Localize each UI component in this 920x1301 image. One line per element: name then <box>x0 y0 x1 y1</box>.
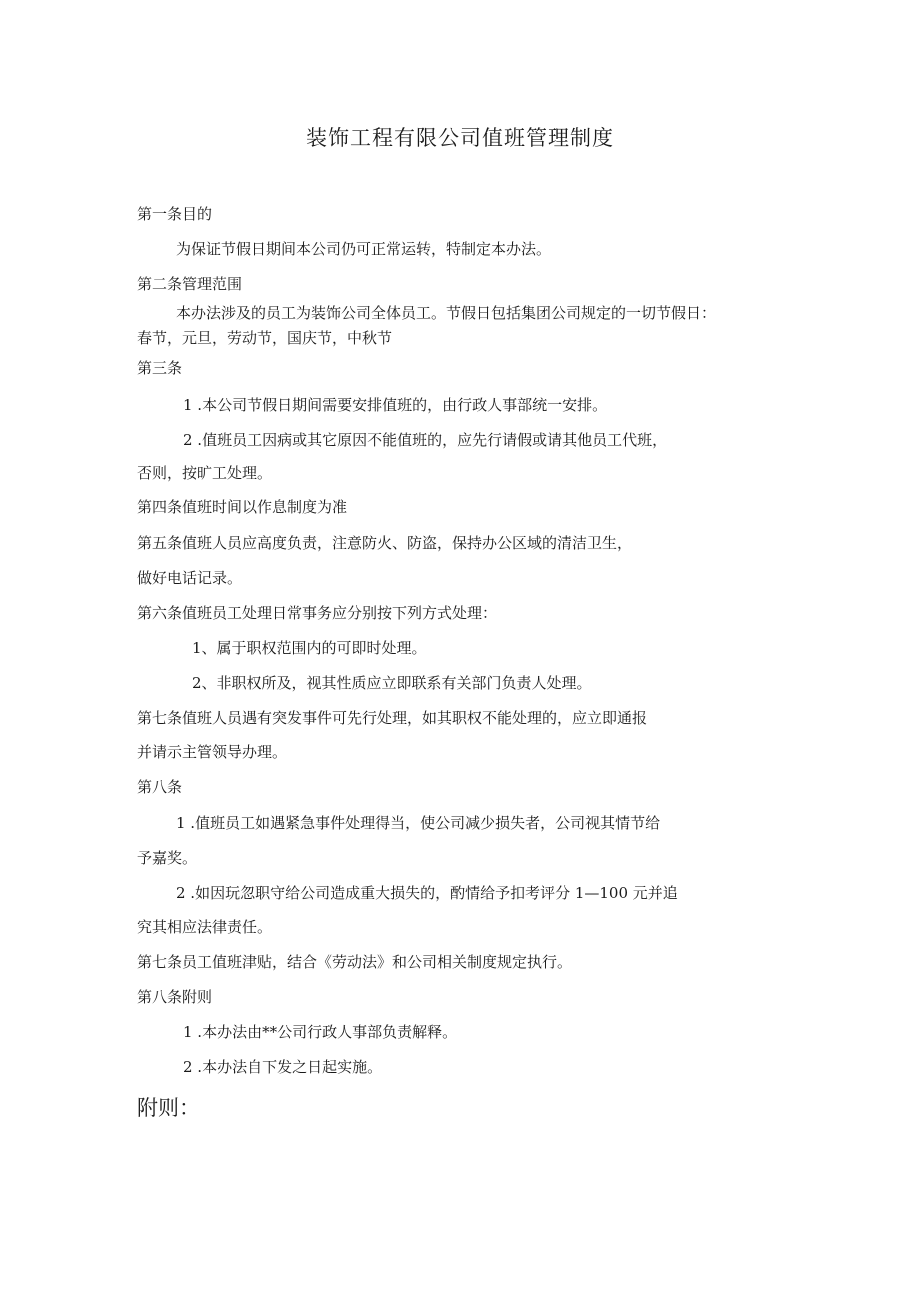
document-title: 装饰工程有限公司值班管理制度 <box>306 126 614 150</box>
article-8-item-2-line-2: 究其相应法律责任。 <box>137 918 273 936</box>
article-1-text: 为保证节假日期间本公司仍可正常运转，特制定本办法。 <box>176 240 552 258</box>
article-8-supplementary-item-1: 1 .本办法由**公司行政人事部负责解释。 <box>183 1023 458 1041</box>
article-6-item-2: 2、非职权所及，视其性质应立即联系有关部门负责人处理。 <box>192 674 592 692</box>
article-7-line-1: 第七条值班人员遇有突发事件可先行处理，如其职权不能处理的，应立即通报 <box>137 709 648 727</box>
article-3-heading: 第三条 <box>137 359 183 377</box>
article-8-supplementary-heading: 第八条附则 <box>137 988 213 1006</box>
article-5-line-1: 第五条值班人员应高度负责，注意防火、防盗，保持办公区域的清洁卫生， <box>137 534 633 552</box>
closing-supplementary-label: 附则： <box>137 1096 200 1120</box>
article-8-item-1-line-2: 予嘉奖。 <box>137 849 198 867</box>
article-2-text-line-1: 本办法涉及的员工为装饰公司全体员工。节假日包括集团公司规定的一切节假日： <box>176 304 717 322</box>
article-4: 第四条值班时间以作息制度为准 <box>137 498 348 516</box>
article-6: 第六条值班员工处理日常事务应分别按下列方式处理： <box>137 604 498 622</box>
article-3-item-1: 1 .本公司节假日期间需要安排值班的，由行政人事部统一安排。 <box>183 396 608 414</box>
article-3-item-2-line-1: 2 .值班员工因病或其它原因不能值班的，应先行请假或请其他员工代班， <box>183 431 668 449</box>
article-2-heading: 第二条管理范围 <box>137 275 243 293</box>
article-7-line-2: 并请示主管领导办理。 <box>137 743 288 761</box>
article-8-item-2-line-1: 2 .如因玩忽职守给公司造成重大损失的，酌情给予扣考评分 1—100 元并追 <box>176 884 678 902</box>
article-7-allowance: 第七条员工值班津贴，结合《劳动法》和公司相关制度规定执行。 <box>137 953 573 971</box>
article-8-heading: 第八条 <box>137 778 183 796</box>
article-6-item-1: 1、属于职权范围内的可即时处理。 <box>192 639 427 657</box>
article-2-text-line-2: 春节，元旦，劳动节，国庆节，中秋节 <box>137 329 393 347</box>
article-5-line-2: 做好电话记录。 <box>137 569 243 587</box>
article-3-item-2-line-2: 否则，按旷工处理。 <box>137 464 273 482</box>
article-1-heading: 第一条目的 <box>137 205 213 223</box>
article-8-item-1-line-1: 1 .值班员工如遇紧急事件处理得当，使公司减少损失者，公司视其情节给 <box>176 814 661 832</box>
article-8-supplementary-item-2: 2 .本办法自下发之日起实施。 <box>183 1058 383 1076</box>
